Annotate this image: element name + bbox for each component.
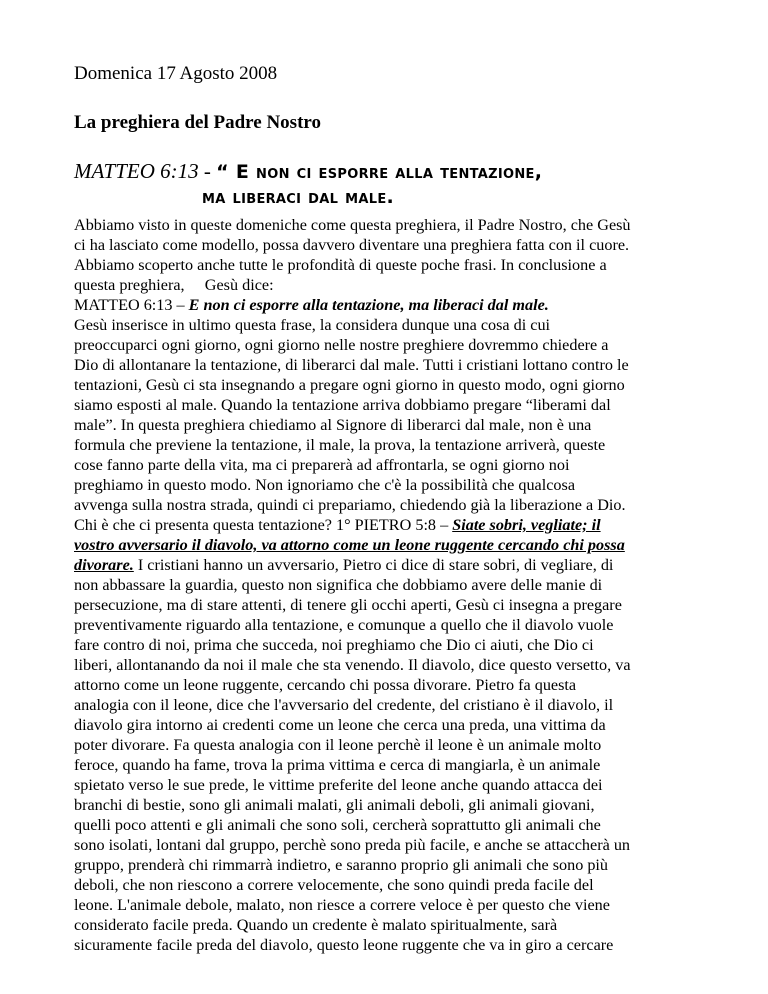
- document-date: Domenica 17 Agosto 2008: [74, 63, 278, 84]
- body-line: [74, 555, 724, 575]
- body-line: Dio di allontanare la tentazione, di liberarci dal male. Tutti i cristiani lottano contro le: [74, 356, 629, 374]
- scripture-quote: E non ci esporre alla tentazione, ma liberaci dal male.: [188, 296, 549, 314]
- body-line: spietato verso le sue prede, le vittime preferite del leone anche quando attacca dei: [74, 776, 603, 794]
- body-line: persecuzione, ma di stare attenti, di tenere gli occhi aperti, Gesù ci insegna a pregare: [74, 596, 622, 614]
- body-line: leone. L'animale debole, malato, non riesce a correre veloce è per questo che viene: [74, 896, 610, 914]
- body-line: deboli, che non riescono a correre velocemente, che sono quindi preda facile del: [74, 876, 594, 894]
- body-line: feroce, quando ha fame, trova la prima vittima e cerca di mangiarla, è un animale: [74, 756, 601, 774]
- body-line-text: I cristiani hanno un avversario, Pietro ci dice di stare sobri, di vegliare, di: [133, 556, 614, 574]
- body-line: considerato facile preda. Quando un credente è malato spiritualmente, sarà: [74, 916, 558, 934]
- body-line: ci ha lasciato come modello, possa davvero diventare una preghiera fatta con il cuore.: [74, 236, 630, 254]
- body-line: tentazioni, Gesù ci sta insegnando a pregare ogni giorno in questo modo, ogni giorno: [74, 376, 625, 394]
- body-line: questa preghiera, Gesù dice:: [74, 276, 274, 294]
- verse-separator: -: [198, 159, 217, 183]
- body-line: preoccuparci ogni giorno, ogni giorno nelle nostre preghiere dovremmo chiedere a: [74, 336, 609, 354]
- body-line: Gesù inserisce in ultimo questa frase, la considera dunque una cosa di cui: [74, 316, 551, 334]
- body-line: branchi di bestie, sono gli animali malati, gli animali deboli, gli animali giovani,: [74, 796, 595, 814]
- body-line: quelli poco attenti e gli animali che sono soli, cercherà soprattutto gli animali che: [74, 816, 601, 834]
- body-line: cose fanno parte della vita, ma ci preparerà ad affrontarla, se ogni giorno noi: [74, 456, 570, 474]
- body-line: male”. In questa preghiera chiediamo al Signore di liberarci dal male, non è una: [74, 416, 592, 434]
- scripture-reference: MATTEO 6:13 –: [74, 296, 189, 314]
- verse-quote-line2: ma liberaci dal male.: [202, 186, 395, 208]
- body-line: attorno come un leone ruggente, cercando chi possa divorare. Pietro fa questa: [74, 676, 577, 694]
- body-line: analogia con il leone, dice che l'avversario del credente, del cristiano è il diavolo, il: [74, 696, 614, 714]
- body-line: liberi, allontanando da noi il male che sta venendo. Il diavolo, dice questo versetto, va: [74, 656, 631, 674]
- body-line: fare contro di noi, prima che succeda, noi preghiamo che Dio ci aiuti, che Dio ci: [74, 636, 594, 654]
- scripture-quote: vostro avversario il diavolo, va attorno come un leone ruggente cercando chi possa: [74, 536, 625, 554]
- body-text: [74, 215, 724, 955]
- body-line: avvenga sulla nostra strada, quindi ci prepariamo, chiedendo già la liberazione a Dio.: [74, 496, 626, 514]
- body-line: preventivamente riguardo alla tentazione, e comunque a quello che il diavolo vuole: [74, 616, 614, 634]
- body-line: Abbiamo visto in queste domeniche come questa preghiera, il Padre Nostro, che Gesù: [74, 216, 631, 234]
- body-line: non abbassare la guardia, questo non significa che dobbiamo avere delle manie di: [74, 576, 603, 594]
- body-line: poter divorare. Fa questa analogia con il leone perchè il leone è un animale molto: [74, 736, 602, 754]
- scripture-quote: divorare.: [74, 556, 134, 574]
- verse-reference: MATTEO 6:13: [74, 159, 199, 183]
- body-line: preghiamo in questo modo. Non ignoriamo che c'è la possibilità che qualcosa: [74, 476, 576, 494]
- document-title: La preghiera del Padre Nostro: [74, 112, 321, 133]
- body-line: [74, 515, 724, 535]
- verse-heading: [74, 159, 694, 210]
- verse-quote-line1: “ E non ci esporre alla tentazione,: [216, 161, 543, 183]
- body-line: gruppo, prenderà chi rimmarrà indietro, e saranno proprio gli animali che sono più: [74, 856, 609, 874]
- body-line: sicuramente facile preda del diavolo, questo leone ruggente che va in giro a cercare: [74, 936, 614, 954]
- body-line: siamo esposti al male. Quando la tentazione arriva dobbiamo pregare “liberami dal: [74, 396, 611, 414]
- body-line: formula che previene la tentazione, il male, la prova, la tentazione arriverà, queste: [74, 436, 606, 454]
- body-line: Abbiamo scoperto anche tutte le profondità di queste poche frasi. In conclusione a: [74, 256, 607, 274]
- body-line: sono isolati, lontani dal gruppo, perchè sono preda più facile, e anche se attaccherà un: [74, 836, 631, 854]
- body-line: diavolo gira intorno ai credenti come un leone che cerca una preda, una vittima da: [74, 716, 606, 734]
- scripture-quote: Siate sobri, vegliate; il: [452, 516, 601, 534]
- scripture-reference: Chi è che ci presenta questa tentazione? 1° PIETRO 5:8 –: [74, 516, 453, 534]
- body-line: [74, 295, 724, 315]
